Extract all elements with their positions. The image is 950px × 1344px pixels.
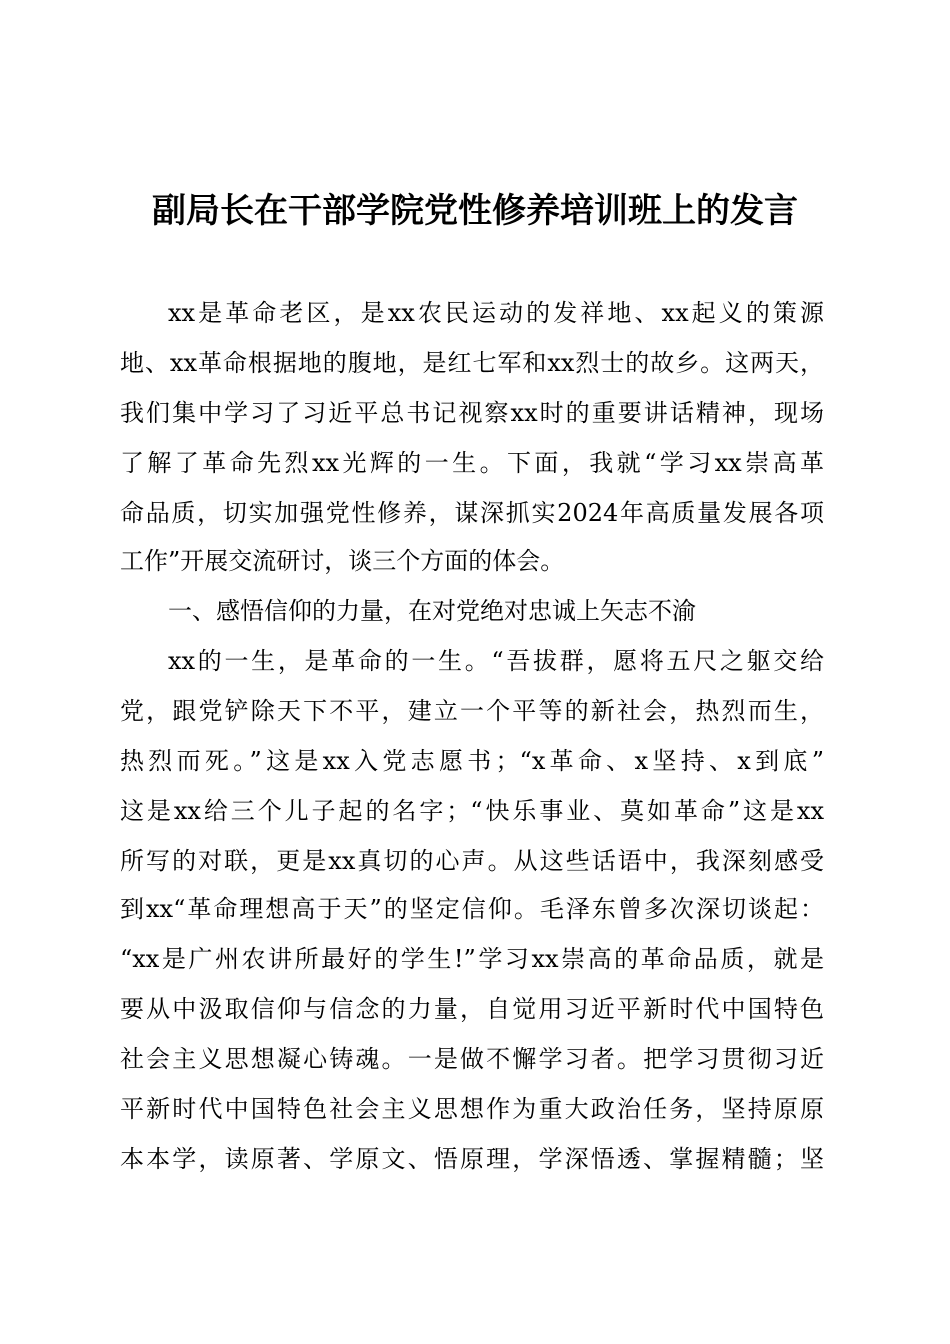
intro-line-3: 我们集中学习了习近平总书记视察xx时的重要讲话精神，现场	[120, 399, 824, 427]
section1-line-10: 平新时代中国特色社会主义思想作为重大政治任务，坚持原原	[120, 1095, 824, 1123]
intro-line-6: 工作”开展交流研讨，谈三个方面的体会。	[120, 547, 565, 575]
intro-line-2: 地、xx革命根据地的腹地，是红七军和xx烈士的故乡。这两天，	[120, 349, 824, 377]
section1-line-8: 要从中汲取信仰与信念的力量，自觉用习近平新时代中国特色	[120, 995, 824, 1023]
intro-line-5: 命品质，切实加强党性修养，谋深抓实2024年高质量发展各项	[120, 499, 824, 527]
section-heading-1: 一、感悟信仰的力量，在对党绝对忠诚上矢志不渝	[168, 597, 696, 625]
section1-line-7: “xx是广州农讲所最好的学生!”学习xx崇高的革命品质，就是	[120, 945, 824, 973]
section1-line-2: 党，跟党铲除天下不平，建立一个平等的新社会，热烈而生，	[120, 697, 824, 725]
intro-line-4: 了解了革命先烈xx光辉的一生。下面，我就“学习xx崇高革	[120, 449, 824, 477]
section1-line-3: 热烈而死。”这是xx入党志愿书；“x革命、x坚持、x到底”	[120, 747, 824, 775]
section1-line-1: xx的一生，是革命的一生。“吾拔群，愿将五尺之躯交给	[168, 647, 824, 675]
section1-line-4: 这是xx给三个儿子起的名字；“快乐事业、莫如革命”这是xx	[120, 797, 824, 825]
intro-line-1: xx是革命老区，是xx农民运动的发祥地、xx起义的策源	[168, 299, 824, 327]
section1-line-6: 到xx“革命理想高于天”的坚定信仰。毛泽东曾多次深切谈起：	[120, 895, 824, 923]
section1-line-9: 社会主义思想凝心铸魂。一是做不懈学习者。把学习贯彻习近	[120, 1045, 824, 1073]
document-title: 副局长在干部学院党性修养培训班上的发言	[152, 191, 798, 231]
section1-line-5: 所写的对联，更是xx真切的心声。从这些话语中，我深刻感受	[120, 847, 824, 875]
section1-line-11: 本本学，读原著、学原文、悟原理，学深悟透、掌握精髓；坚	[120, 1145, 824, 1173]
